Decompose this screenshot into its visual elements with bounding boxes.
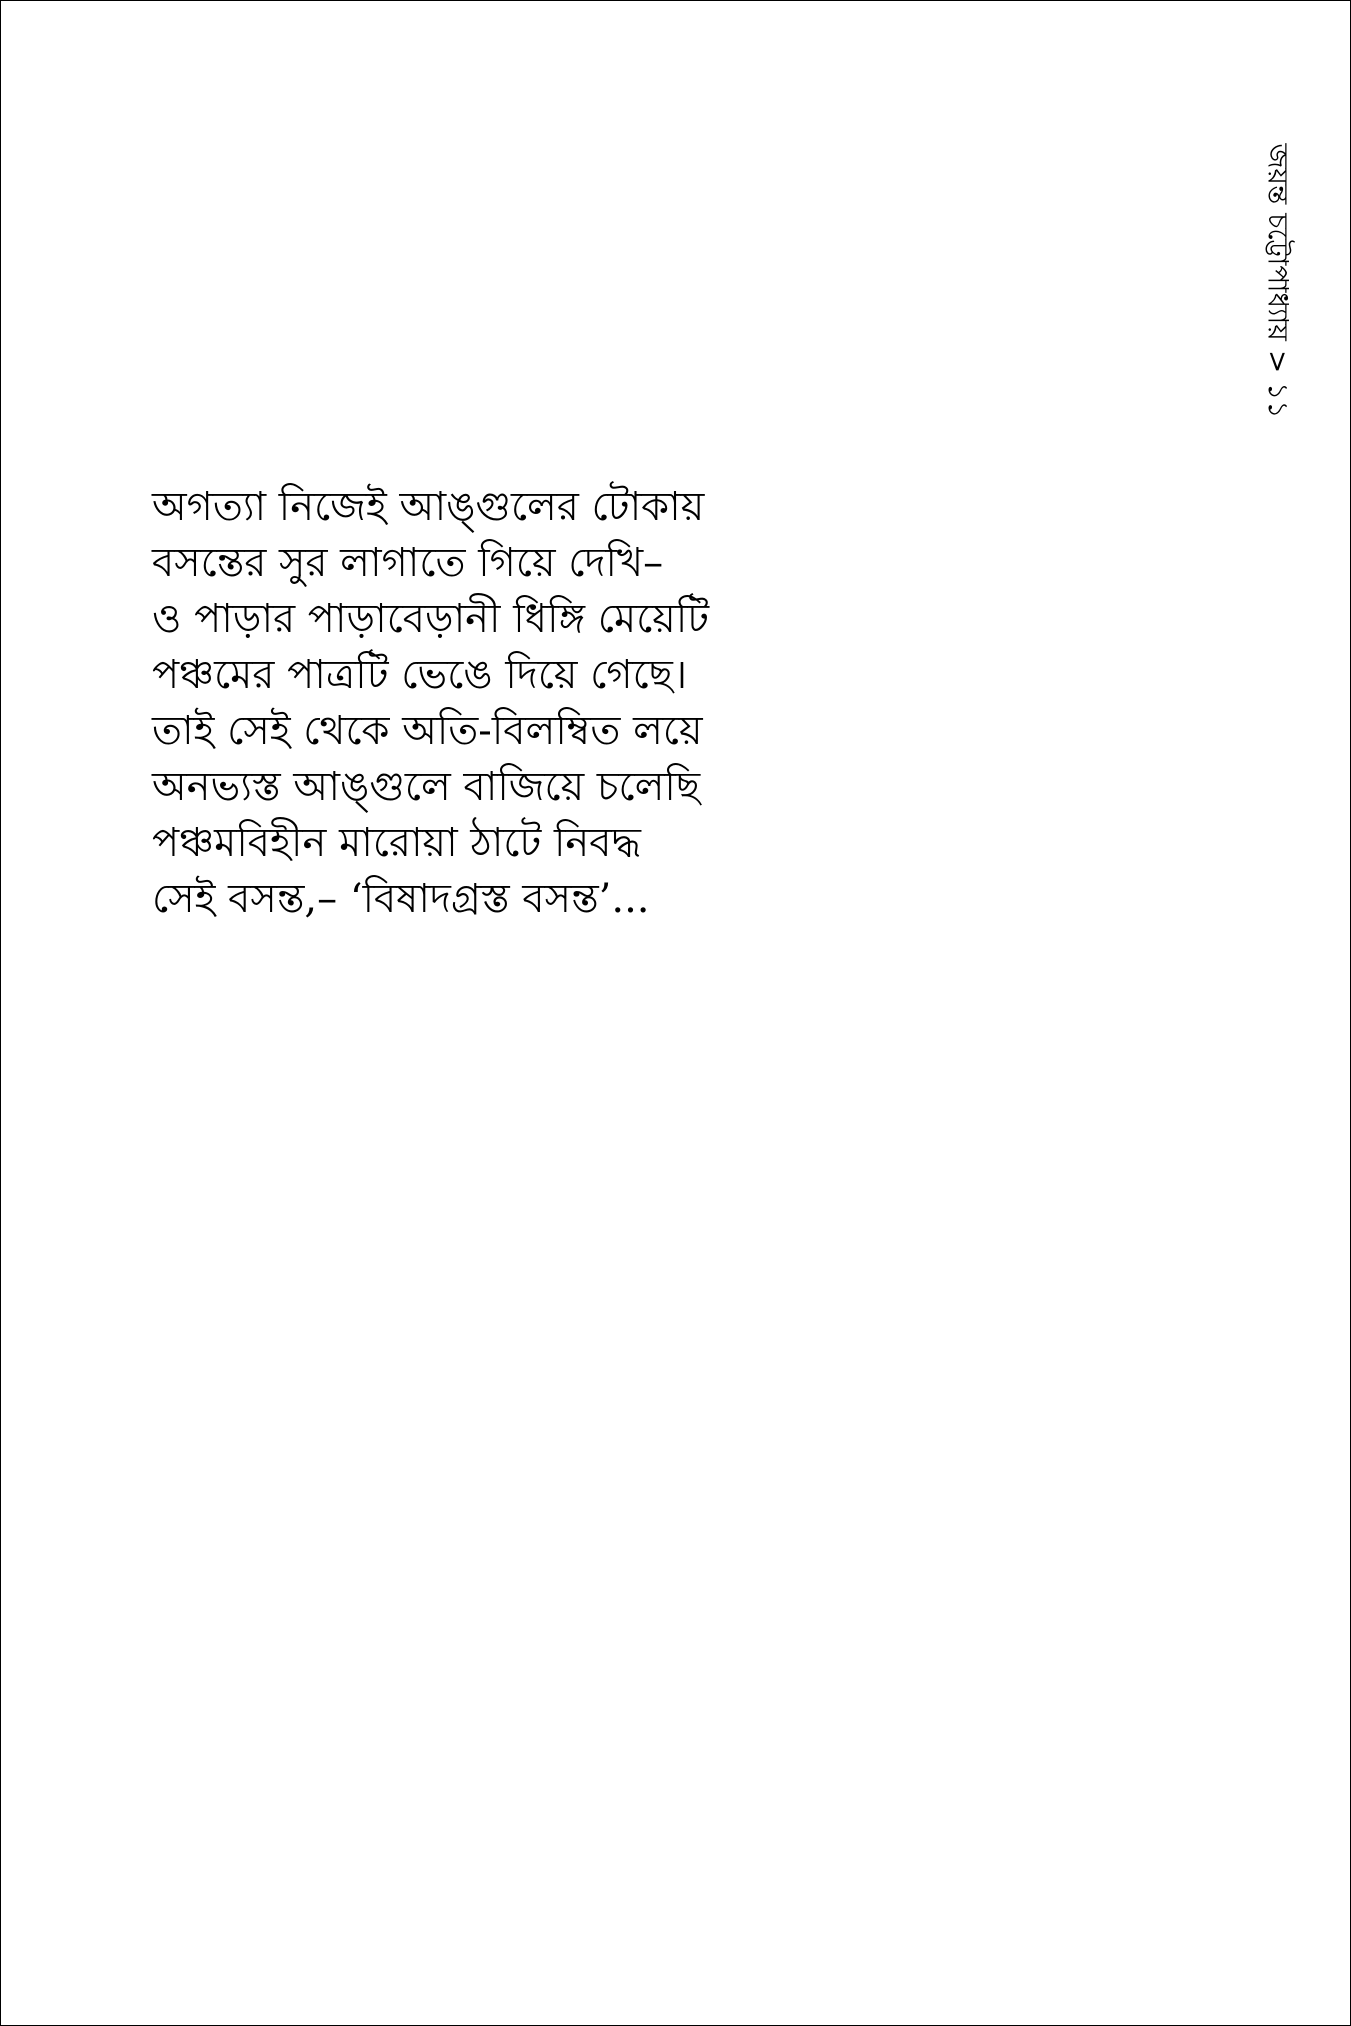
running-header-text: জয়ন্ত চট্টোপাধ্যায় > ১১ <box>1262 143 1296 419</box>
poem-line: অগত্যা নিজেই আঙ্গুলের টোকায় <box>152 484 705 530</box>
poem-body <box>152 479 952 927</box>
poem-line: সেই বসন্ত,– ‘বিষাদগ্রস্ত বসন্ত’... <box>152 876 650 922</box>
poem-line: অনভ্যস্ত আঙ্গুলে বাজিয়ে চলেছি <box>152 764 701 810</box>
poem-line: বসন্তের সুর লাগাতে গিয়ে দেখি– <box>152 540 664 586</box>
poem-line: তাই সেই থেকে অতি-বিলম্বিত লয়ে <box>152 708 703 754</box>
poem-line: পঞ্চমের পাত্রটি ভেঙে দিয়ে গেছে। <box>152 652 688 698</box>
running-header <box>1259 143 1297 419</box>
poem-line: ও পাড়ার পাড়াবেড়ানী ধিঙ্গি মেয়েটি <box>152 596 710 642</box>
poem-line: পঞ্চমবিহীন মারোয়া ঠাটে নিবদ্ধ <box>152 820 641 866</box>
